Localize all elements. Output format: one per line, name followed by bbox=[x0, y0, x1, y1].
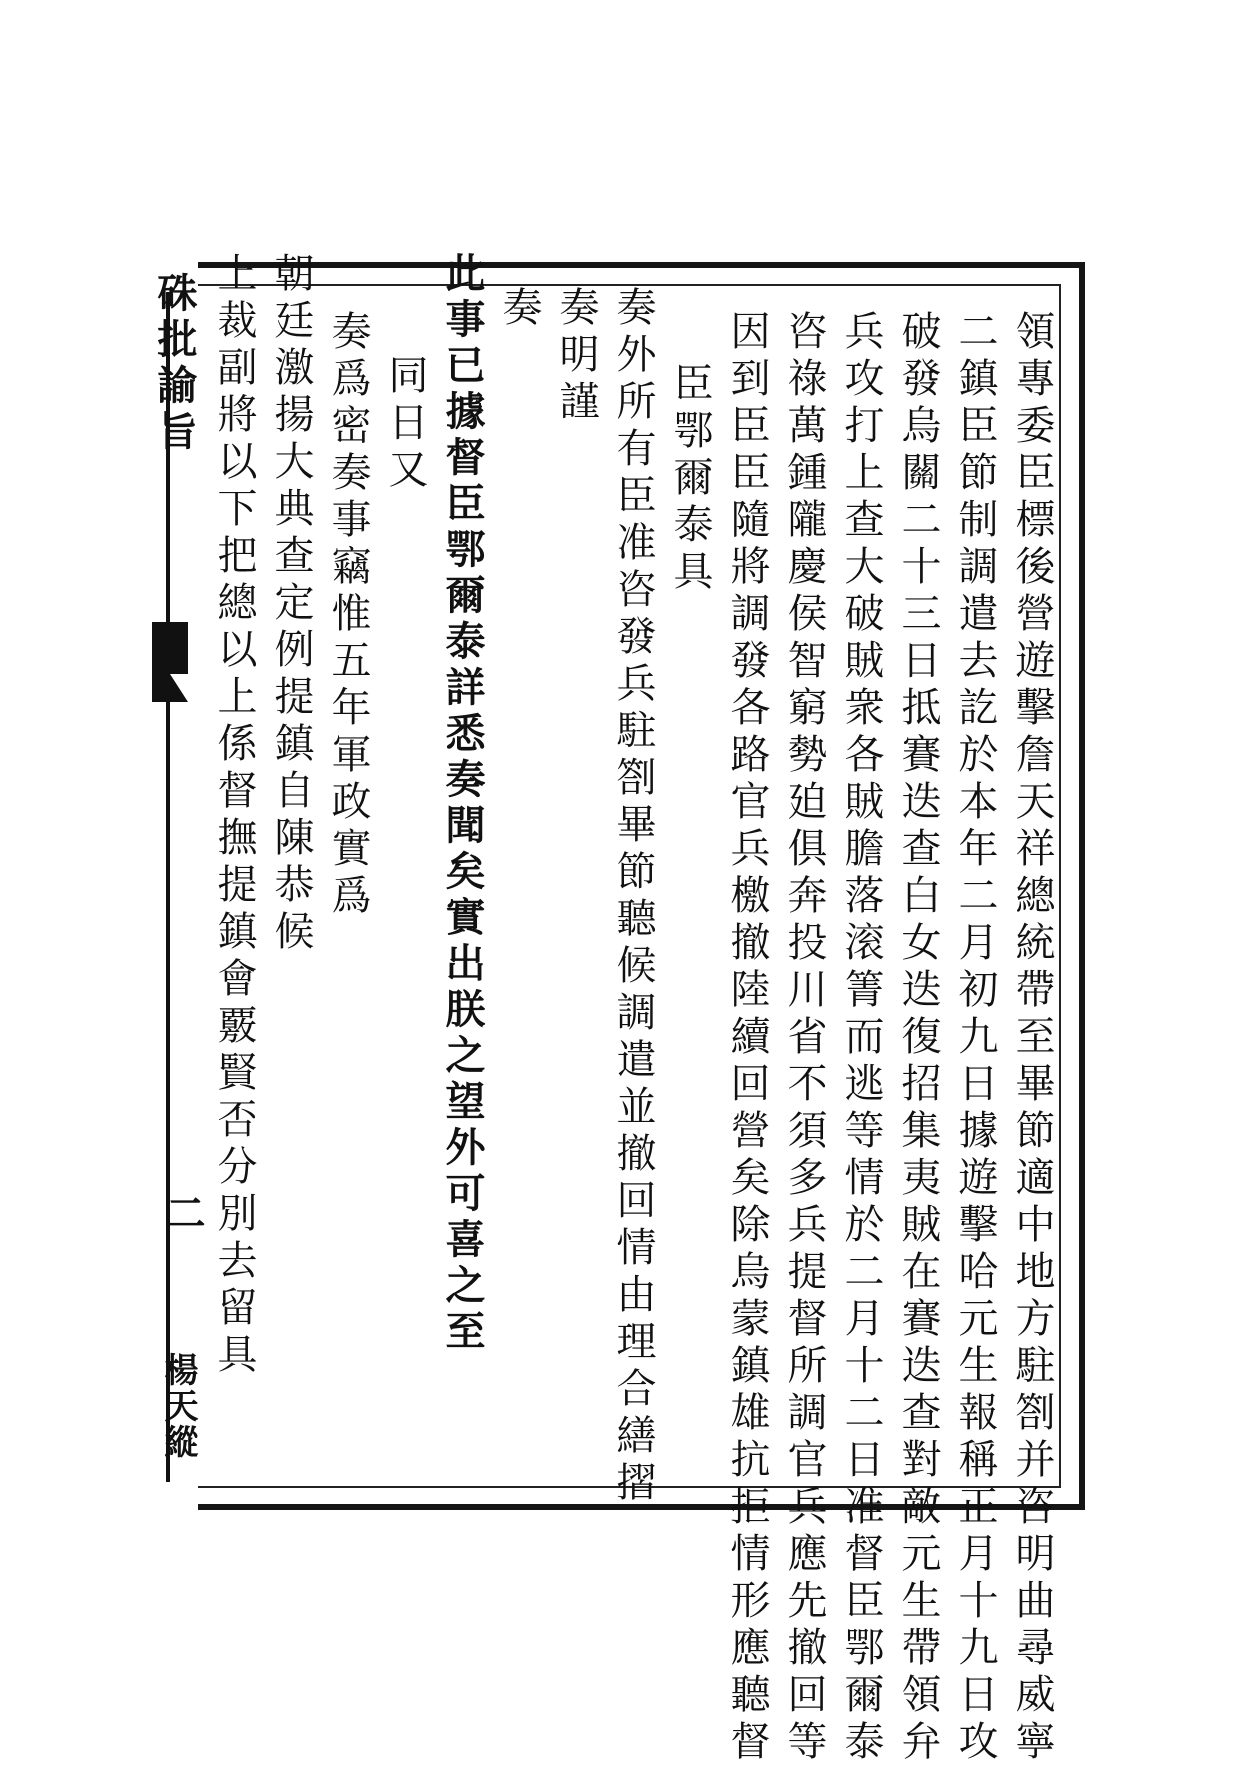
page-frame bbox=[150, 252, 1085, 1767]
book-title: 硃批諭旨 bbox=[151, 272, 198, 456]
text-column-5: 咨祿萬鍾隴慶侯智窮勢廹俱奔投川省不須多兵提督所調官兵應先撤回等 bbox=[781, 310, 827, 1767]
margin-strip bbox=[150, 262, 206, 1510]
text-column-1: 領專委臣標後營遊擊詹天祥總統帶至畢節適中地方駐劄并咨明曲尋威寧 bbox=[1009, 310, 1055, 1767]
text-column-3: 破發烏關二十三日抵賽迭查白女迭復招集夷賊在賽迭查對敵元生帶領弁 bbox=[895, 310, 941, 1767]
text-column-13: 奏爲密奏事竊惟五年軍政實爲 bbox=[325, 310, 371, 921]
text-column-14: 朝廷激揚大典查定例提鎮自陳恭候 bbox=[268, 252, 314, 957]
text-column-4: 兵攻打上查大破賊衆各賊膽落滚箐而逃等情於二月十二日准督臣鄂爾泰 bbox=[838, 310, 884, 1767]
vermilion-rescript: 此事已據督臣鄂爾泰詳悉奏聞矣實出朕之望外可喜之至 bbox=[439, 252, 486, 1356]
text-column-7: 臣鄂爾泰具 bbox=[667, 362, 713, 597]
text-column-10: 奏 bbox=[496, 286, 542, 333]
text-column-12: 同日又 bbox=[382, 354, 428, 495]
fish-tail-notch bbox=[170, 674, 188, 702]
text-column-8: 奏外所有臣准咨發兵駐劄畢節聽候調遣並撤回情由理合繕摺 bbox=[610, 286, 656, 1508]
text-column-6: 因到臣臣隨將調發各路官兵檄撤陸續回營矣除烏蒙鎮雄抗拒情形應聽督 bbox=[724, 310, 770, 1767]
text-column-9: 奏明謹 bbox=[553, 286, 599, 427]
text-column-2: 二鎮臣節制調遣去訖於本年二月初九日據遊擊哈元生報稱正月十九日攻 bbox=[952, 310, 998, 1767]
text-column-15: 上裁副將以下把總以上係督撫提鎮會覈賢否分別去留具 bbox=[211, 252, 257, 1380]
official-name: 楊天縱 bbox=[158, 1352, 198, 1460]
margin-divider bbox=[166, 292, 170, 1482]
volume-number: 二 bbox=[159, 1192, 206, 1232]
